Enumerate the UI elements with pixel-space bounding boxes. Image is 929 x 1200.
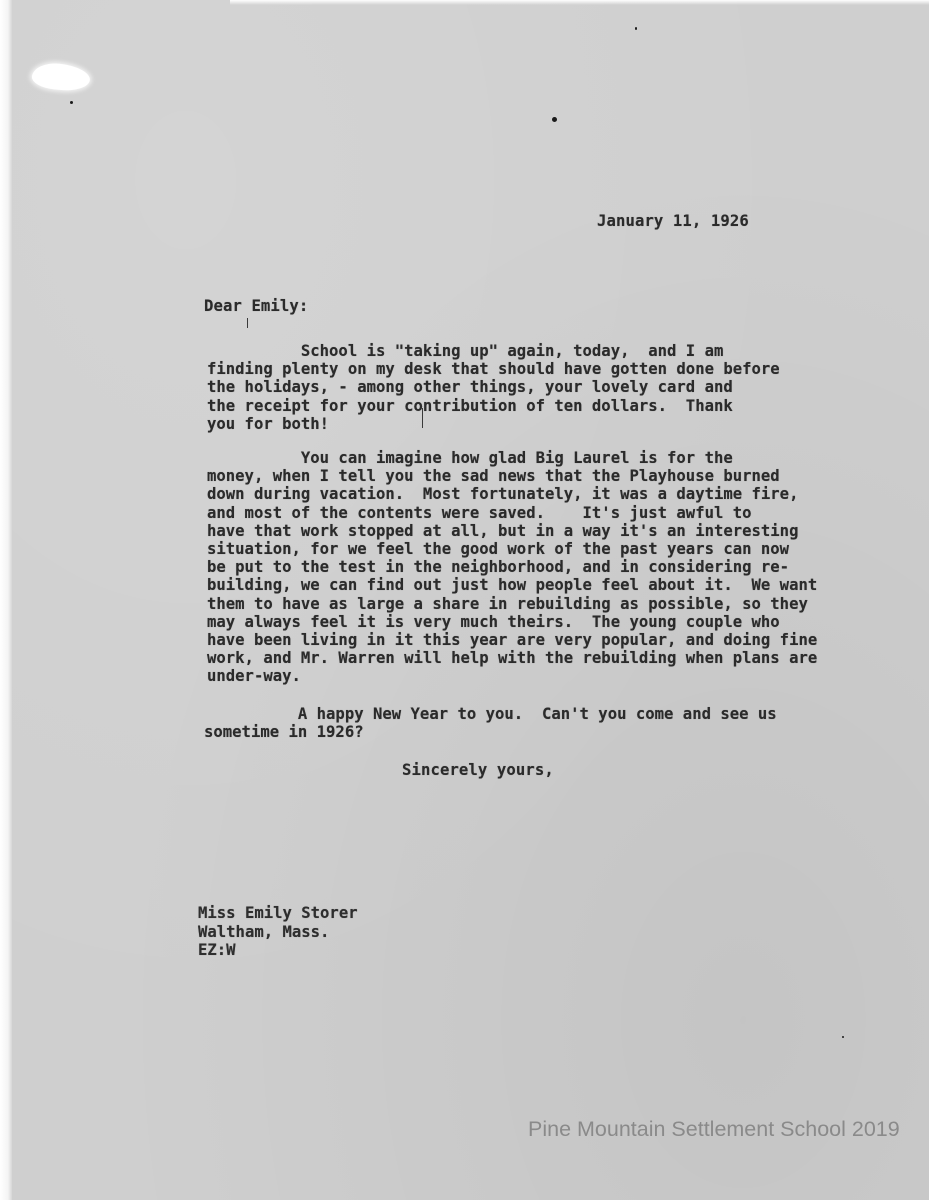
text-line: situation, for we feel the good work of the past years can now bbox=[207, 539, 790, 558]
paragraph-2 bbox=[207, 449, 817, 685]
text-line: have that work stopped at all, but in a way it's an interesting bbox=[207, 521, 799, 540]
text-line: down during vacation. Most fortunately, it was a daytime fire, bbox=[207, 485, 799, 504]
text-line: You can imagine how glad Big Laurel is for the bbox=[207, 449, 733, 467]
text-line: and most of the contents were saved. It's just awful to bbox=[207, 503, 752, 522]
ink-speck bbox=[70, 101, 73, 104]
text-line: the holidays, - among other things, your lovely card and bbox=[207, 378, 733, 397]
paragraph-1 bbox=[207, 342, 780, 433]
text-line: building, we can find out just how people feel about it. We want bbox=[207, 576, 818, 595]
ink-speck bbox=[552, 117, 557, 122]
text-line: finding plenty on my desk that should have gotten done before bbox=[207, 360, 780, 379]
recipient-name: Miss Emily Storer bbox=[198, 904, 358, 922]
recipient-block bbox=[198, 904, 358, 960]
letter-date: January 11, 1926 bbox=[597, 212, 749, 230]
text-line: under-way. bbox=[207, 667, 301, 686]
pen-mark bbox=[247, 318, 248, 328]
text-line: have been living in it this year are very popular, and doing fine bbox=[207, 630, 818, 649]
salutation: Dear Emily: bbox=[204, 297, 309, 315]
text-line: them to have as large a share in rebuilding as possible, so they bbox=[207, 594, 808, 613]
paper-tear-mark bbox=[31, 61, 91, 93]
ink-speck bbox=[842, 1036, 844, 1038]
paper-top-edge bbox=[230, 0, 929, 5]
text-line: work, and Mr. Warren will help with the rebuilding when plans are bbox=[207, 649, 818, 668]
closing: Sincerely yours, bbox=[402, 761, 554, 779]
ink-speck bbox=[635, 27, 637, 30]
text-line: the receipt for your contribution of ten dollars. Thank bbox=[207, 396, 733, 415]
text-line: money, when I tell you the sad news that the Playhouse burned bbox=[207, 467, 780, 486]
text-line: may always feel it is very much theirs. The young couple who bbox=[207, 612, 780, 631]
typist-initials: EZ:W bbox=[198, 941, 236, 959]
text-line: School is "taking up" again, today, and I am bbox=[207, 342, 724, 360]
text-line: A happy New Year to you. Can't you come and see us bbox=[204, 705, 777, 723]
text-line: you for both! bbox=[207, 414, 330, 433]
scan-edge bbox=[0, 0, 12, 1200]
recipient-location: Waltham, Mass. bbox=[198, 922, 330, 941]
paragraph-3 bbox=[204, 705, 777, 741]
archive-watermark: Pine Mountain Settlement School 2019 bbox=[528, 1117, 900, 1141]
text-line: be put to the test in the neighborhood, and in considering re- bbox=[207, 558, 790, 577]
text-line: sometime in 1926? bbox=[204, 723, 364, 742]
